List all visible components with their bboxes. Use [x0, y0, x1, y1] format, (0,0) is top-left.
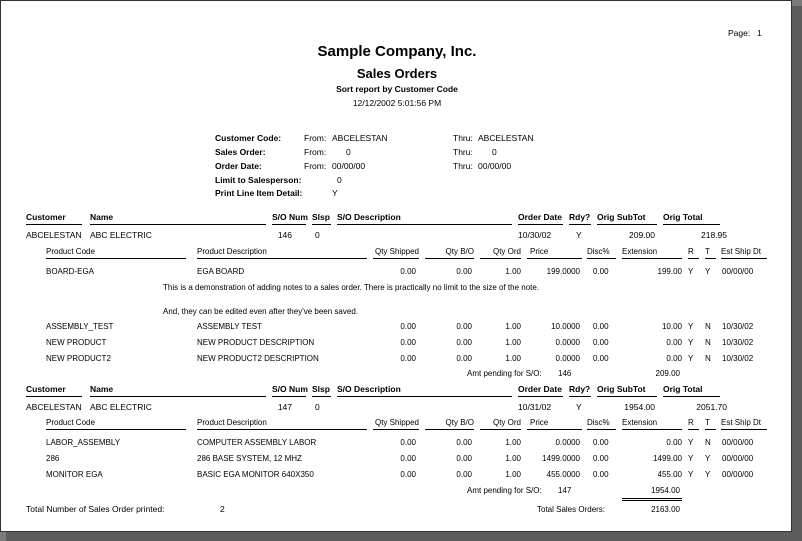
criteria-from-label: From: — [304, 161, 327, 171]
line-disc: 0.00 — [593, 454, 609, 463]
line-qty-ord: 1.00 — [505, 454, 521, 463]
col-disc: Disc% — [587, 247, 610, 256]
line-product-desc: 286 BASE SYSTEM, 12 MHZ — [197, 454, 302, 463]
col-qty-shipped: Qty Shipped — [374, 247, 419, 256]
criteria-date-label: Order Date: — [215, 161, 262, 171]
line-qty-ord: 1.00 — [505, 438, 521, 447]
line-disc: 0.00 — [593, 438, 609, 447]
col-r: R — [688, 247, 694, 256]
order-slsp: 0 — [315, 402, 320, 412]
col-product-desc: Product Description — [197, 247, 267, 256]
line-t: N — [705, 438, 711, 447]
col-r: R — [688, 418, 694, 427]
line-product-desc: EGA BOARD — [197, 267, 245, 276]
line-product-code: ASSEMBLY_TEST — [46, 322, 114, 331]
line-r: Y — [688, 338, 694, 347]
line-product-desc: NEW PRODUCT2 DESCRIPTION — [197, 354, 319, 363]
col-qty-bo: Qty B/O — [445, 418, 474, 427]
col-orig-subtot: Orig SubTot — [597, 384, 646, 394]
line-product-desc: NEW PRODUCT DESCRIPTION — [197, 338, 315, 347]
criteria-salesperson-label: Limit to Salesperson: — [215, 175, 302, 185]
order-name: ABC ELECTRIC — [90, 402, 152, 412]
line-qty-bo: 0.00 — [456, 454, 472, 463]
col-customer: Customer — [26, 384, 66, 394]
col-extension: Extension — [622, 418, 658, 427]
line-product-desc: ASSEMBLY TEST — [197, 322, 262, 331]
col-order-date: Order Date — [518, 384, 562, 394]
line-est-ship: 10/30/02 — [722, 354, 754, 363]
line-qty-ord: 1.00 — [505, 322, 521, 331]
line-product-code: LABOR_ASSEMBLY — [46, 438, 121, 447]
col-est-ship: Est Ship Dt — [721, 247, 762, 256]
line-t: N — [705, 322, 711, 331]
col-product-code: Product Code — [46, 418, 95, 427]
line-extension: 0.00 — [666, 338, 682, 347]
line-r: Y — [688, 454, 694, 463]
line-t: Y — [705, 267, 711, 276]
order-date: 10/30/02 — [518, 230, 552, 240]
line-qty-shipped: 0.00 — [400, 438, 416, 447]
col-orig-subtot: Orig SubTot — [597, 212, 646, 222]
criteria-from-label: From: — [304, 133, 327, 143]
line-price: 0.0000 — [555, 438, 580, 447]
line-product-code: NEW PRODUCT — [46, 338, 107, 347]
criteria-from-label: From: — [304, 147, 327, 157]
pending-so: 147 — [558, 486, 572, 495]
line-qty-bo: 0.00 — [456, 470, 472, 479]
order-customer: ABCELESTAN — [26, 402, 82, 412]
col-orig-total: Orig Total — [663, 384, 703, 394]
order-rdy: Y — [576, 230, 582, 240]
line-r: Y — [688, 438, 694, 447]
total-sales-label: Total Sales Orders: — [537, 505, 606, 514]
criteria-thru-label: Thru: — [453, 133, 473, 143]
line-product-desc: COMPUTER ASSEMBLY LABOR — [197, 438, 317, 447]
col-qty-bo: Qty B/O — [445, 247, 474, 256]
order-note: This is a demonstration of adding notes to a sales order. There is practically no limit to the size of the note. — [163, 283, 540, 292]
order-subtot: 209.00 — [629, 230, 655, 240]
order-so-num: 147 — [277, 402, 292, 412]
col-product-desc: Product Description — [197, 418, 267, 427]
order-slsp: 0 — [315, 230, 320, 240]
line-disc: 0.00 — [593, 322, 609, 331]
col-customer: Customer — [26, 212, 66, 222]
order-total: 218.95 — [701, 230, 727, 240]
line-qty-shipped: 0.00 — [400, 267, 416, 276]
order-date: 10/31/02 — [518, 402, 552, 412]
line-price: 1499.0000 — [542, 454, 580, 463]
col-t: T — [705, 247, 710, 256]
line-qty-bo: 0.00 — [456, 267, 472, 276]
col-qty-ord: Qty Ord — [492, 418, 521, 427]
criteria-order-from: 0 — [346, 147, 351, 157]
page-label: Page: — [728, 28, 751, 38]
line-qty-ord: 1.00 — [505, 354, 521, 363]
col-so-desc: S/O Description — [337, 384, 401, 394]
line-qty-shipped: 0.00 — [400, 354, 416, 363]
line-product-code: MONITOR EGA — [46, 470, 103, 479]
criteria-customer-label: Customer Code: — [215, 133, 282, 143]
line-extension: 199.00 — [657, 267, 682, 276]
criteria-sales-order-label: Sales Order: — [215, 147, 266, 157]
criteria-line-detail-label: Print Line Item Detail: — [215, 188, 303, 198]
line-qty-bo: 0.00 — [456, 338, 472, 347]
criteria-customer-from: ABCELESTAN — [332, 133, 388, 143]
line-qty-shipped: 0.00 — [400, 470, 416, 479]
line-price: 10.0000 — [551, 322, 580, 331]
line-t: N — [705, 354, 711, 363]
col-order-date: Order Date — [518, 212, 562, 222]
line-qty-bo: 0.00 — [456, 438, 472, 447]
col-price: Price — [530, 418, 549, 427]
line-t: Y — [705, 454, 711, 463]
line-est-ship: 10/30/02 — [722, 322, 754, 331]
col-rdy: Rdy? — [569, 384, 591, 394]
pending-so: 146 — [558, 369, 572, 378]
col-so-num: S/O Num — [272, 212, 308, 222]
col-slsp: Slsp — [312, 212, 330, 222]
order-rdy: Y — [576, 402, 582, 412]
line-est-ship: 00/00/00 — [722, 470, 754, 479]
line-qty-ord: 1.00 — [505, 470, 521, 479]
page-shadow-bottom — [6, 532, 802, 541]
line-qty-bo: 0.00 — [456, 322, 472, 331]
criteria-line-detail-value: Y — [332, 188, 338, 198]
line-t: N — [705, 338, 711, 347]
col-price: Price — [530, 247, 549, 256]
pending-label: Amt pending for S/O: — [467, 486, 542, 495]
line-r: Y — [688, 322, 694, 331]
page-number: 1 — [757, 28, 762, 38]
pending-amount: 1954.00 — [651, 486, 680, 495]
col-so-desc: S/O Description — [337, 212, 401, 222]
col-so-num: S/O Num — [272, 384, 308, 394]
line-qty-ord: 1.00 — [505, 338, 521, 347]
line-est-ship: 10/30/02 — [722, 338, 754, 347]
col-est-ship: Est Ship Dt — [721, 418, 762, 427]
col-qty-shipped: Qty Shipped — [374, 418, 419, 427]
line-product-desc: BASIC EGA MONITOR 640X350 — [197, 470, 314, 479]
pending-amount: 209.00 — [655, 369, 680, 378]
line-disc: 0.00 — [593, 338, 609, 347]
report-timestamp: 12/12/2002 5:01:56 PM — [352, 98, 442, 108]
col-product-code: Product Code — [46, 247, 95, 256]
line-qty-bo: 0.00 — [456, 354, 472, 363]
line-price: 455.0000 — [546, 470, 580, 479]
line-r: Y — [688, 267, 694, 276]
col-t: T — [705, 418, 710, 427]
total-orders-label: Total Number of Sales Order printed: — [26, 504, 165, 514]
line-product-code: BOARD-EGA — [46, 267, 95, 276]
line-qty-shipped: 0.00 — [400, 322, 416, 331]
total-orders-count: 2 — [220, 504, 225, 514]
line-est-ship: 00/00/00 — [722, 454, 754, 463]
line-t: Y — [705, 470, 711, 479]
line-est-ship: 00/00/00 — [722, 267, 754, 276]
criteria-salesperson-value: 0 — [337, 175, 342, 185]
line-disc: 0.00 — [593, 470, 609, 479]
line-disc: 0.00 — [593, 267, 609, 276]
report-title: Sales Orders — [356, 66, 438, 81]
col-rdy: Rdy? — [569, 212, 591, 222]
total-sales-value: 2163.00 — [651, 505, 680, 514]
order-note: And, they can be edited even after they've been saved. — [163, 307, 358, 316]
line-product-code: 286 — [46, 454, 60, 463]
criteria-date-from: 00/00/00 — [332, 161, 366, 171]
line-price: 0.0000 — [555, 354, 580, 363]
page-shadow-right — [792, 6, 802, 541]
line-disc: 0.00 — [593, 354, 609, 363]
criteria-thru-label: Thru: — [453, 147, 473, 157]
col-disc: Disc% — [587, 418, 610, 427]
line-qty-shipped: 0.00 — [400, 454, 416, 463]
line-qty-ord: 1.00 — [505, 267, 521, 276]
col-slsp: Slsp — [312, 384, 330, 394]
col-qty-ord: Qty Ord — [492, 247, 521, 256]
col-name: Name — [90, 212, 114, 222]
line-price: 0.0000 — [555, 338, 580, 347]
line-r: Y — [688, 354, 694, 363]
order-subtot: 1954.00 — [624, 402, 655, 412]
criteria-customer-thru: ABCELESTAN — [478, 133, 534, 143]
company-name: Sample Company, Inc. — [317, 43, 477, 60]
criteria-order-thru: 0 — [492, 147, 497, 157]
order-customer: ABCELESTAN — [26, 230, 82, 240]
col-extension: Extension — [622, 247, 658, 256]
col-name: Name — [90, 384, 114, 394]
line-qty-shipped: 0.00 — [400, 338, 416, 347]
col-orig-total: Orig Total — [663, 212, 703, 222]
line-price: 199.0000 — [546, 267, 580, 276]
line-extension: 455.00 — [657, 470, 682, 479]
line-extension: 0.00 — [666, 354, 682, 363]
line-product-code: NEW PRODUCT2 — [46, 354, 111, 363]
criteria-thru-label: Thru: — [453, 161, 473, 171]
pending-label: Amt pending for S/O: — [467, 369, 542, 378]
order-so-num: 146 — [277, 230, 292, 240]
order-name: ABC ELECTRIC — [90, 230, 152, 240]
line-extension: 1499.00 — [653, 454, 682, 463]
report-subtitle: Sort report by Customer Code — [336, 84, 458, 94]
line-extension: 10.00 — [661, 322, 682, 331]
order-total: 2051.70 — [696, 402, 727, 412]
criteria-date-thru: 00/00/00 — [478, 161, 512, 171]
line-est-ship: 00/00/00 — [722, 438, 754, 447]
line-extension: 0.00 — [666, 438, 682, 447]
line-r: Y — [688, 470, 694, 479]
